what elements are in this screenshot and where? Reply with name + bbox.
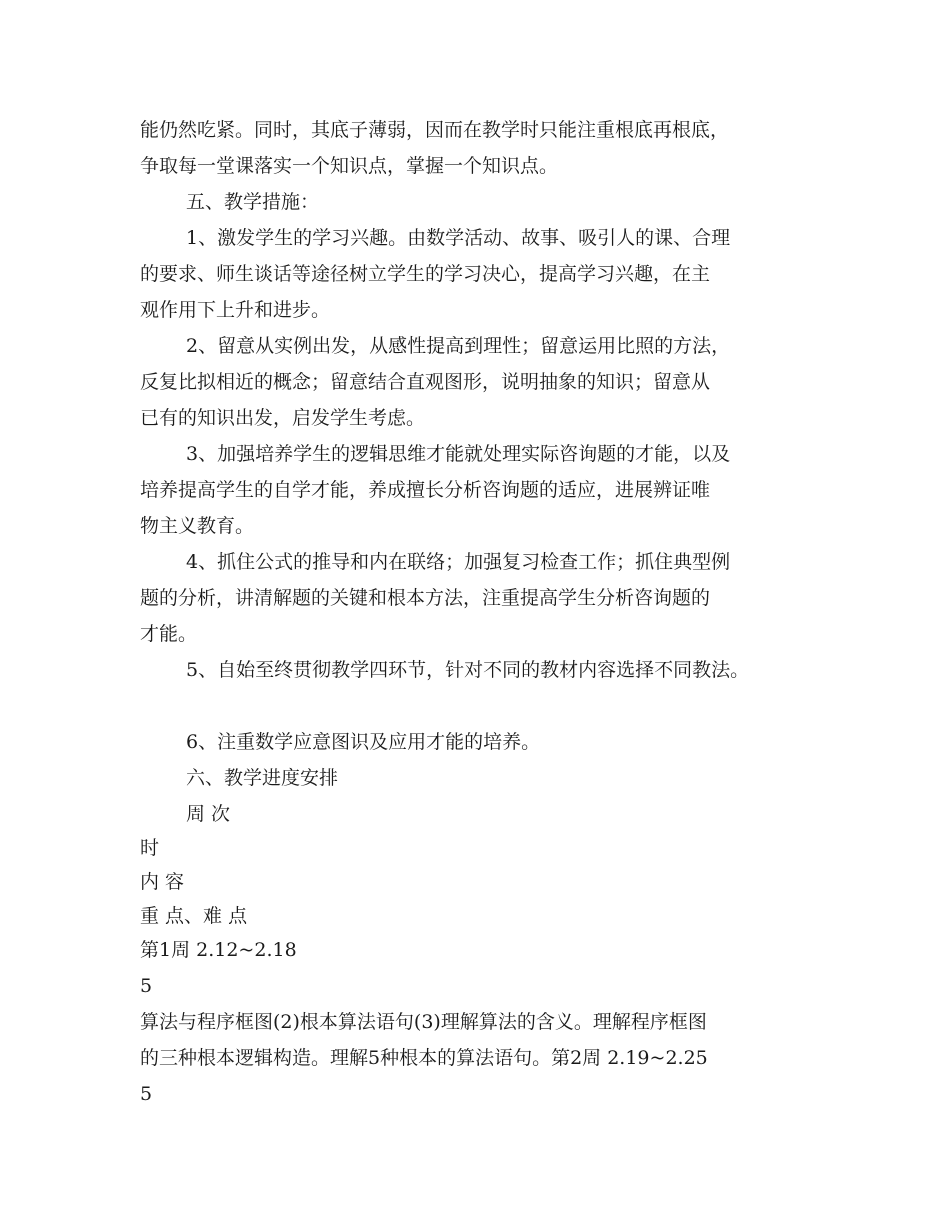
text-line: 2、留意从实例出发，从感性提高到理性；留意运用比照的方法， xyxy=(186,335,731,357)
text-line: 物主义教育。 xyxy=(140,515,255,537)
text-line: 3、加强培养学生的逻辑思维才能就处理实际咨询题的才能，以及 xyxy=(186,443,731,465)
text-line: 反复比拟相近的概念；留意结合直观图形，说明抽象的知识；留意从 xyxy=(140,371,711,393)
text-line: 4、抓住公式的推导和内在联络；加强复习检查工作；抓住典型例 xyxy=(186,551,731,573)
section-heading: 六、教学进度安排 xyxy=(186,767,339,789)
text-line: 6、注重数学应意图识及应用才能的培养。 xyxy=(186,731,541,753)
table-cell: 5 xyxy=(140,1083,153,1105)
text-line: 争取每一堂课落实一个知识点，掌握一个知识点。 xyxy=(140,155,559,177)
text-line: 培养提高学生的自学才能，养成擅长分析咨询题的适应，进展辨证唯 xyxy=(140,479,711,501)
table-header: 周 次 xyxy=(186,803,231,825)
text-line: 题的分析，讲清解题的关键和根本方法，注重提高学生分析咨询题的 xyxy=(140,587,711,609)
table-header: 时 xyxy=(140,837,160,859)
text-line: 才能。 xyxy=(140,623,198,645)
text-line: 观作用下上升和进步。 xyxy=(140,299,331,321)
table-header: 内 容 xyxy=(140,871,185,893)
table-cell: 算法与程序框图(2)根本算法语句(3)理解算法的含义。理解程序框图 xyxy=(140,1011,707,1033)
table-cell: 5 xyxy=(140,975,153,997)
text-line: 1、激发学生的学习兴趣。由数学活动、故事、吸引人的课、合理 xyxy=(186,227,731,249)
table-cell: 第1周 2.12~2.18 xyxy=(140,939,297,961)
table-cell: 的三种根本逻辑构造。理解5种根本的算法语句。第2周 2.19~2.25 xyxy=(140,1047,708,1069)
text-line: 能仍然吃紧。同时，其底子薄弱，因而在教学时只能注重根底再根底， xyxy=(140,119,730,141)
table-header: 重 点、难 点 xyxy=(140,905,248,927)
text-line: 5、自始至终贯彻教学四环节，针对不同的教材内容选择不同教法。 xyxy=(186,659,750,681)
section-heading: 五、教学措施： xyxy=(186,191,320,213)
text-line: 已有的知识出发，启发学生考虑。 xyxy=(140,407,426,429)
text-line: 的要求、师生谈话等途径树立学生的学习决心，提高学习兴趣，在主 xyxy=(140,263,711,285)
